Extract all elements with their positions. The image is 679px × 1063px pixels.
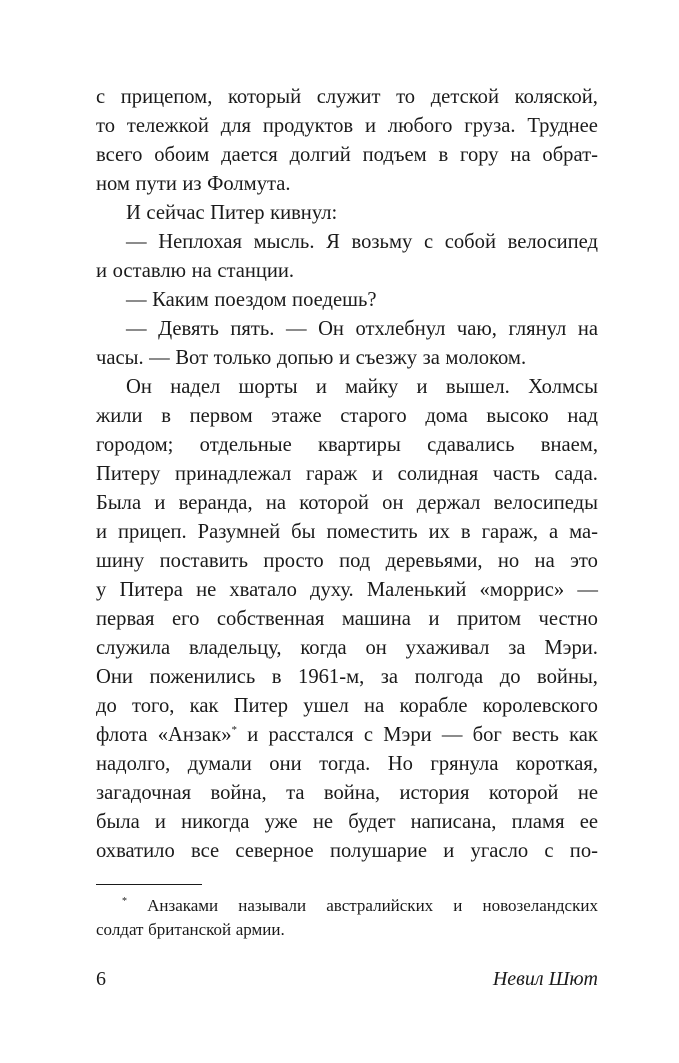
- text-line: первая его собственная машина и притом честно: [96, 608, 598, 630]
- footnote-line: солдат британской армии.: [96, 920, 285, 939]
- text-line: и прицеп. Разумней бы поместить их в гараж, а ма-: [96, 521, 598, 543]
- footnote-line: * Анзаками называли австралийских и новозеландских: [122, 896, 598, 915]
- text-line: шину поставить просто под деревьями, но на это: [96, 550, 598, 572]
- text-line: флота «Анзак»* и расстался с Мэри — бог весть как: [96, 724, 598, 746]
- text-line: всего обоим дается долгий подъем в гору на обрат-: [96, 144, 598, 166]
- running-author: Невил Шют: [492, 968, 598, 990]
- body-text: [96, 83, 598, 866]
- text-line: — Неплохая мысль. Я возьму с собой велосипед: [126, 231, 598, 253]
- text-line: Питеру принадлежал гараж и солидная часть сада.: [96, 463, 598, 485]
- text-line: жили в первом этаже старого дома высоко над: [96, 405, 598, 427]
- page-number: 6: [96, 968, 106, 990]
- text-line: то тележкой для продуктов и любого груза. Труднее: [96, 115, 598, 137]
- text-line: И сейчас Питер кивнул:: [126, 202, 338, 224]
- text-line: с прицепом, который служит то детской коляской,: [96, 86, 598, 108]
- text-line: загадочная война, та война, история которой не: [96, 782, 598, 804]
- text-line: — Каким поездом поедешь?: [126, 289, 377, 311]
- text-line: была и никогда уже не будет написана, пламя ее: [96, 811, 598, 833]
- page-footer: [96, 966, 598, 992]
- text-line: служила владельцу, когда он ухаживал за Мэри.: [96, 637, 598, 659]
- text-line: городом; отдельные квартиры сдавались внаем,: [96, 434, 598, 456]
- text-line: Была и веранда, на которой он держал велосипеды: [96, 492, 598, 514]
- text-line: ном пути из Фолмута.: [96, 173, 291, 195]
- text-line: Они поженились в 1961-м, за полгода до войны,: [96, 666, 598, 688]
- text-line: до того, как Питер ушел на корабле королевского: [96, 695, 598, 717]
- footnote: [96, 894, 598, 942]
- text-line: надолго, думали они тогда. Но грянула короткая,: [96, 753, 598, 775]
- text-line: — Девять пять. — Он отхлебнул чаю, глянул на: [126, 318, 598, 340]
- text-line: Он надел шорты и майку и вышел. Холмсы: [126, 376, 598, 398]
- text-line: охватило все северное полушарие и угасло с по-: [96, 840, 598, 862]
- text-line: у Питера не хватало духу. Маленький «моррис» —: [96, 579, 598, 601]
- footnote-divider: [96, 884, 202, 885]
- text-line: часы. — Вот только допью и съезжу за молоком.: [96, 347, 527, 369]
- text-line: и оставлю на станции.: [96, 260, 295, 282]
